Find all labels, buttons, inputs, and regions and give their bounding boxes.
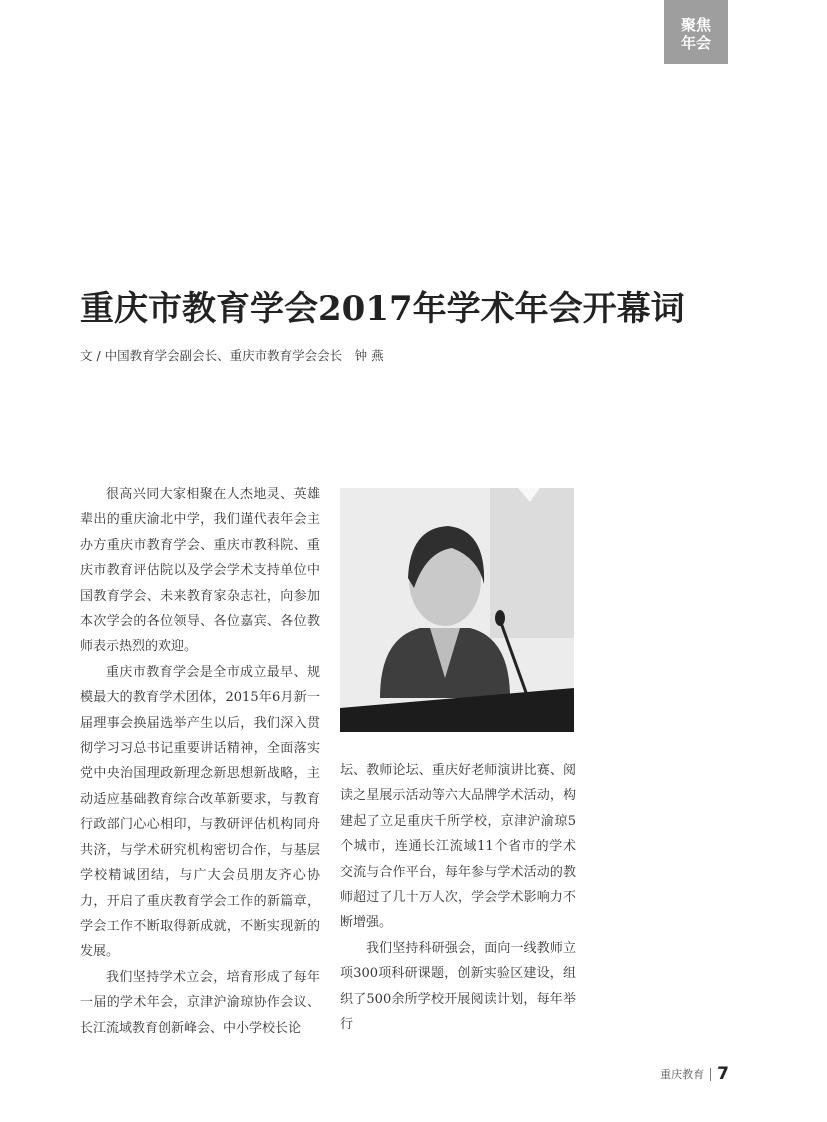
magazine-name: 重庆教育 — [660, 1068, 705, 1081]
paragraph: 我们坚持科研强会，面向一线教师立项300项科研课题，创新实验区建设，组织了500余所学校开展阅读计划，每年举行 — [340, 940, 576, 1033]
paragraph: 坛、教师论坛、重庆好老师演讲比赛、阅读之星展示活动等六大品牌学术活动，构建起了立足重庆千所学校，京津沪渝琼5个城市，连通长江流域11个省市的学术交流与合作平台，每年参与学术活动的教师超过了几十万人次，学会学术影响力不断增强。 — [340, 763, 576, 931]
footer-divider — [710, 1068, 711, 1081]
article-title: 重庆市教育学会2017年学术年会开幕词 — [80, 289, 685, 329]
body-column-right — [340, 758, 576, 1037]
section-tab — [664, 0, 728, 64]
paragraph: 很高兴同大家相聚在人杰地灵、英雄辈出的重庆渝北中学，我们谨代表年会主办方重庆市教育学会、重庆市教科院、重庆市教育评估院以及学会学术支持单位中国教育学会、未来教育家杂志社，向参加本次学会的各位领导、各位嘉宾、各位教师表示热烈的欢迎。 — [80, 487, 320, 655]
paragraph: 重庆市教育学会是全市成立最早、规模最大的教育学术团体，2015年6月新一届理事会换届选举产生以后，我们深入贯彻学习习总书记重要讲话精神，全面落实党中央治国理政新理念新思想新战略，主动适应基础教育综合改革新要求，与教育行政部门心心相印，与教研评估机构同舟共济，与学术研究机构密切合作，与基层学校精诚团结，与广大会员朋友齐心协力，开启了重庆教育学会工作的新篇章，学会工作不断取得新成就，不断实现新的发展。 — [80, 664, 320, 960]
speaker-photo — [340, 488, 574, 732]
section-tab-line2: 年会 — [680, 34, 711, 52]
body-column-left — [80, 482, 320, 1041]
page-footer — [660, 1064, 729, 1084]
section-tab-line1: 聚焦 — [680, 16, 711, 34]
article-byline: 文 / 中国教育学会副会长、重庆市教育学会会长 钟 燕 — [80, 348, 384, 363]
paragraph: 我们坚持学术立会，培育形成了每年一届的学术年会，京津沪渝琼协作会议、长江流域教育创新峰会、中小学校长论 — [80, 969, 320, 1036]
page-number: 7 — [717, 1064, 729, 1084]
